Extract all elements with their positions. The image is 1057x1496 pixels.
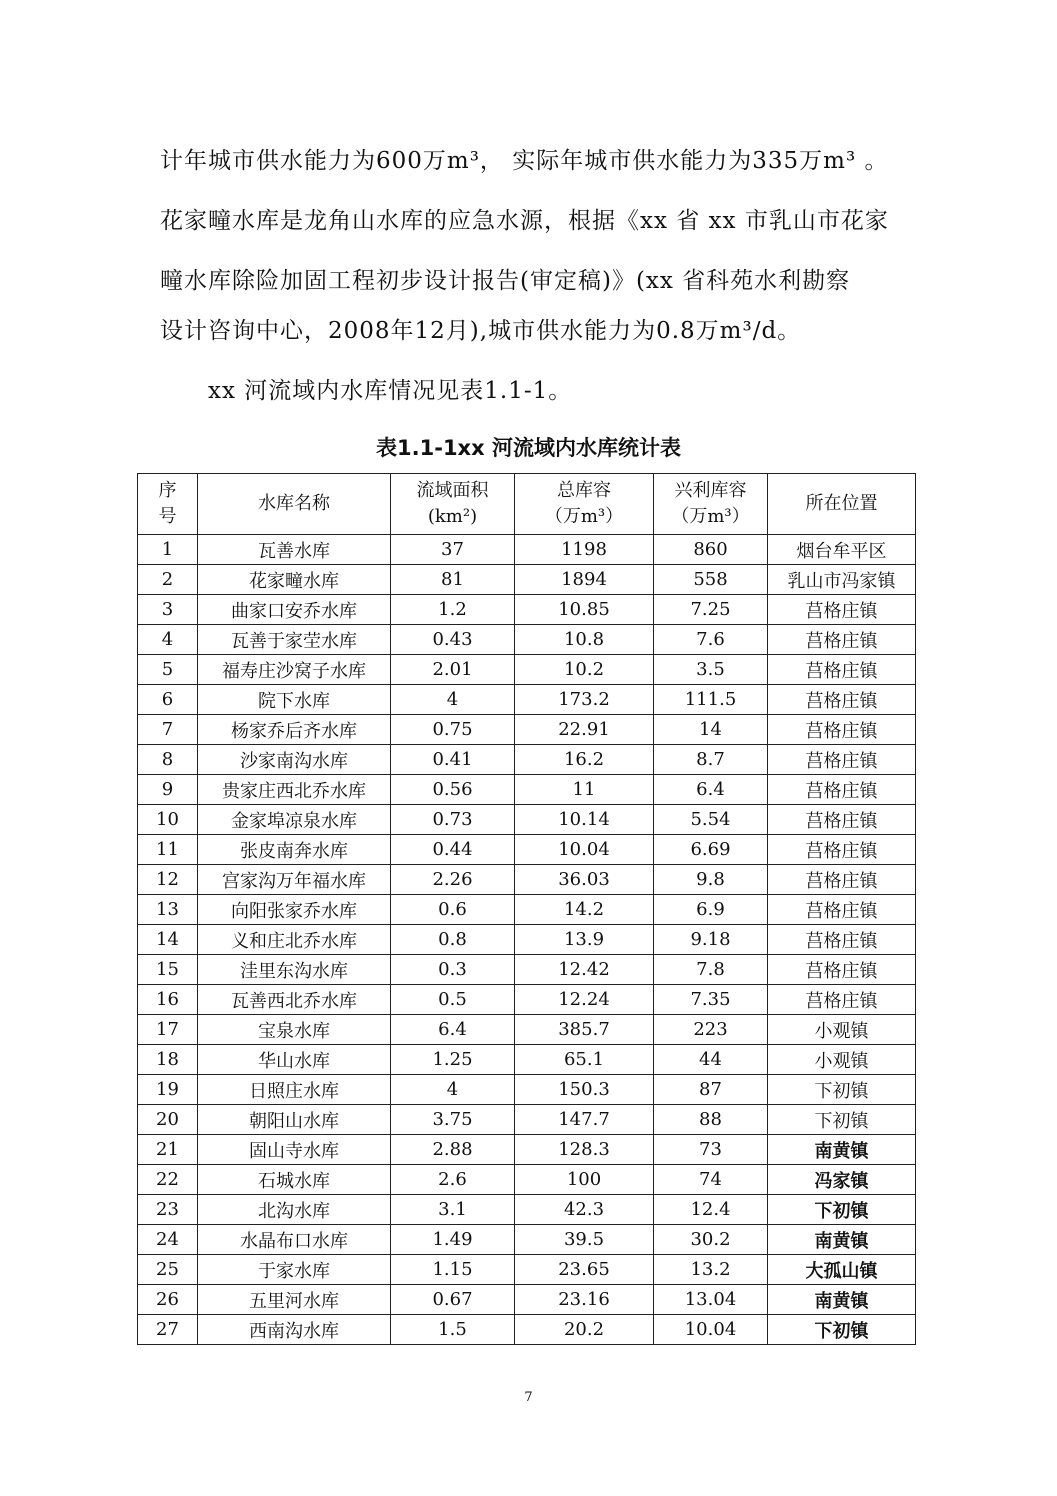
cell-area: 0.3 [391, 955, 515, 985]
cell-total-capacity: 10.2 [515, 655, 654, 685]
cell-area: 0.5 [391, 985, 515, 1015]
cell-area: 4 [391, 1075, 515, 1105]
cell-useful-capacity: 6.69 [654, 835, 768, 865]
cell-area: 0.67 [391, 1285, 515, 1315]
cell-useful-capacity: 9.18 [654, 925, 768, 955]
cell-location: 大孤山镇 [768, 1255, 916, 1285]
cell-total-capacity: 42.3 [515, 1195, 654, 1225]
table-row [138, 1255, 916, 1285]
cell-area: 1.15 [391, 1255, 515, 1285]
cell-number: 12 [138, 865, 198, 895]
paragraph-line-1: 计年城市供水能力为600万m³， 实际年城市供水能力为335万m³ 。 [160, 148, 889, 174]
header-area: 流域面积 (km²) [391, 474, 515, 535]
cell-total-capacity: 11 [515, 775, 654, 805]
cell-location: 下初镇 [768, 1105, 916, 1135]
cell-number: 4 [138, 625, 198, 655]
cell-location: 莒格庄镇 [768, 655, 916, 685]
paragraph-line-2: 花家疃水库是龙角山水库的应急水源，根据《xx 省 xx 市乳山市花家 [160, 208, 889, 234]
cell-name: 西南沟水库 [198, 1315, 391, 1345]
cell-location: 南黄镇 [768, 1135, 916, 1165]
cell-name: 朝阳山水库 [198, 1105, 391, 1135]
paragraph-line-4: 设计咨询中心，2008年12月),城市供水能力为0.8万m³/d。 [160, 318, 802, 344]
cell-number: 11 [138, 835, 198, 865]
cell-name: 杨家乔后齐水库 [198, 715, 391, 745]
paragraph-line-5: xx 河流域内水库情况见表1.1-1。 [208, 378, 573, 404]
cell-area: 0.8 [391, 925, 515, 955]
cell-total-capacity: 147.7 [515, 1105, 654, 1135]
table-row [138, 1225, 916, 1255]
cell-total-capacity: 14.2 [515, 895, 654, 925]
table-row [138, 535, 916, 565]
table-row [138, 1315, 916, 1345]
cell-name: 张皮南奔水库 [198, 835, 391, 865]
cell-useful-capacity: 13.2 [654, 1255, 768, 1285]
cell-name: 日照庄水库 [198, 1075, 391, 1105]
table-row [138, 985, 916, 1015]
cell-name: 贵家庄西北乔水库 [198, 775, 391, 805]
cell-location: 莒格庄镇 [768, 745, 916, 775]
cell-location: 乳山市冯家镇 [768, 565, 916, 595]
cell-name: 金家埠凉泉水库 [198, 805, 391, 835]
table-row [138, 655, 916, 685]
cell-number: 2 [138, 565, 198, 595]
cell-useful-capacity: 10.04 [654, 1315, 768, 1345]
cell-name: 宝泉水库 [198, 1015, 391, 1045]
cell-area: 0.73 [391, 805, 515, 835]
cell-useful-capacity: 5.54 [654, 805, 768, 835]
cell-location: 烟台牟平区 [768, 535, 916, 565]
header-location: 所在位置 [768, 474, 916, 535]
cell-name: 曲家口安乔水库 [198, 595, 391, 625]
cell-area: 1.2 [391, 595, 515, 625]
cell-area: 81 [391, 565, 515, 595]
cell-location: 小观镇 [768, 1045, 916, 1075]
cell-total-capacity: 10.04 [515, 835, 654, 865]
cell-useful-capacity: 223 [654, 1015, 768, 1045]
cell-total-capacity: 1198 [515, 535, 654, 565]
cell-area: 1.5 [391, 1315, 515, 1345]
cell-area: 2.6 [391, 1165, 515, 1195]
cell-location: 莒格庄镇 [768, 895, 916, 925]
cell-name: 华山水库 [198, 1045, 391, 1075]
cell-number: 16 [138, 985, 198, 1015]
cell-location: 莒格庄镇 [768, 595, 916, 625]
cell-total-capacity: 39.5 [515, 1225, 654, 1255]
cell-location: 下初镇 [768, 1315, 916, 1345]
table-row [138, 775, 916, 805]
cell-useful-capacity: 111.5 [654, 685, 768, 715]
cell-useful-capacity: 3.5 [654, 655, 768, 685]
cell-area: 0.75 [391, 715, 515, 745]
table-row [138, 715, 916, 745]
table-row [138, 1285, 916, 1315]
cell-total-capacity: 16.2 [515, 745, 654, 775]
cell-number: 5 [138, 655, 198, 685]
table-row [138, 1015, 916, 1045]
cell-number: 6 [138, 685, 198, 715]
cell-location: 下初镇 [768, 1195, 916, 1225]
reservoir-table [137, 473, 916, 1345]
cell-area: 3.75 [391, 1105, 515, 1135]
table-row [138, 1195, 916, 1225]
cell-name: 福寿庄沙窝子水库 [198, 655, 391, 685]
cell-useful-capacity: 30.2 [654, 1225, 768, 1255]
table-row [138, 1135, 916, 1165]
cell-name: 向阳张家乔水库 [198, 895, 391, 925]
cell-useful-capacity: 13.04 [654, 1285, 768, 1315]
table-row [138, 1105, 916, 1135]
cell-location: 冯家镇 [768, 1165, 916, 1195]
table-row [138, 955, 916, 985]
cell-area: 4 [391, 685, 515, 715]
cell-total-capacity: 1894 [515, 565, 654, 595]
cell-total-capacity: 65.1 [515, 1045, 654, 1075]
cell-area: 0.43 [391, 625, 515, 655]
cell-name: 瓦善西北乔水库 [198, 985, 391, 1015]
cell-location: 南黄镇 [768, 1225, 916, 1255]
cell-useful-capacity: 9.8 [654, 865, 768, 895]
cell-number: 17 [138, 1015, 198, 1045]
cell-useful-capacity: 8.7 [654, 745, 768, 775]
cell-useful-capacity: 12.4 [654, 1195, 768, 1225]
cell-useful-capacity: 6.4 [654, 775, 768, 805]
cell-location: 莒格庄镇 [768, 925, 916, 955]
cell-area: 37 [391, 535, 515, 565]
cell-area: 2.01 [391, 655, 515, 685]
cell-total-capacity: 10.85 [515, 595, 654, 625]
cell-name: 于家水库 [198, 1255, 391, 1285]
cell-area: 1.25 [391, 1045, 515, 1075]
cell-number: 15 [138, 955, 198, 985]
cell-useful-capacity: 7.25 [654, 595, 768, 625]
cell-useful-capacity: 44 [654, 1045, 768, 1075]
cell-location: 小观镇 [768, 1015, 916, 1045]
cell-name: 院下水库 [198, 685, 391, 715]
table-row [138, 685, 916, 715]
cell-name: 水晶布口水库 [198, 1225, 391, 1255]
table-row [138, 865, 916, 895]
cell-total-capacity: 20.2 [515, 1315, 654, 1345]
cell-location: 莒格庄镇 [768, 835, 916, 865]
cell-total-capacity: 12.42 [515, 955, 654, 985]
cell-area: 3.1 [391, 1195, 515, 1225]
cell-area: 6.4 [391, 1015, 515, 1045]
table-row [138, 1045, 916, 1075]
cell-useful-capacity: 14 [654, 715, 768, 745]
cell-total-capacity: 12.24 [515, 985, 654, 1015]
cell-number: 14 [138, 925, 198, 955]
table-row [138, 805, 916, 835]
cell-useful-capacity: 88 [654, 1105, 768, 1135]
table-row [138, 835, 916, 865]
cell-number: 24 [138, 1225, 198, 1255]
cell-total-capacity: 10.14 [515, 805, 654, 835]
cell-name: 瓦善水库 [198, 535, 391, 565]
table-title: 表1.1-1xx 河流域内水库统计表 [376, 436, 681, 460]
cell-area: 0.56 [391, 775, 515, 805]
table-header-row [138, 474, 916, 535]
cell-useful-capacity: 7.8 [654, 955, 768, 985]
cell-total-capacity: 23.16 [515, 1285, 654, 1315]
cell-total-capacity: 36.03 [515, 865, 654, 895]
cell-total-capacity: 23.65 [515, 1255, 654, 1285]
table-row [138, 565, 916, 595]
cell-useful-capacity: 7.35 [654, 985, 768, 1015]
cell-location: 莒格庄镇 [768, 865, 916, 895]
cell-number: 21 [138, 1135, 198, 1165]
cell-useful-capacity: 558 [654, 565, 768, 595]
cell-number: 25 [138, 1255, 198, 1285]
header-name: 水库名称 [198, 474, 391, 535]
cell-total-capacity: 13.9 [515, 925, 654, 955]
cell-location: 莒格庄镇 [768, 775, 916, 805]
cell-total-capacity: 150.3 [515, 1075, 654, 1105]
table-row [138, 595, 916, 625]
table-row [138, 1165, 916, 1195]
cell-name: 宫家沟万年福水库 [198, 865, 391, 895]
cell-area: 0.41 [391, 745, 515, 775]
cell-name: 洼里东沟水库 [198, 955, 391, 985]
cell-location: 南黄镇 [768, 1285, 916, 1315]
cell-total-capacity: 10.8 [515, 625, 654, 655]
cell-location: 莒格庄镇 [768, 625, 916, 655]
cell-useful-capacity: 73 [654, 1135, 768, 1165]
cell-number: 27 [138, 1315, 198, 1345]
cell-location: 莒格庄镇 [768, 715, 916, 745]
cell-location: 莒格庄镇 [768, 685, 916, 715]
cell-useful-capacity: 87 [654, 1075, 768, 1105]
cell-total-capacity: 385.7 [515, 1015, 654, 1045]
cell-area: 2.26 [391, 865, 515, 895]
table-row [138, 745, 916, 775]
cell-number: 22 [138, 1165, 198, 1195]
cell-number: 8 [138, 745, 198, 775]
cell-number: 9 [138, 775, 198, 805]
cell-name: 石城水库 [198, 1165, 391, 1195]
cell-name: 固山寺水库 [198, 1135, 391, 1165]
table-row [138, 1075, 916, 1105]
cell-name: 义和庄北乔水库 [198, 925, 391, 955]
cell-number: 1 [138, 535, 198, 565]
cell-number: 26 [138, 1285, 198, 1315]
cell-useful-capacity: 7.6 [654, 625, 768, 655]
cell-name: 北沟水库 [198, 1195, 391, 1225]
cell-area: 0.44 [391, 835, 515, 865]
table-row [138, 925, 916, 955]
cell-number: 3 [138, 595, 198, 625]
cell-location: 下初镇 [768, 1075, 916, 1105]
cell-number: 13 [138, 895, 198, 925]
page-number: 7 [524, 1390, 533, 1405]
cell-total-capacity: 22.91 [515, 715, 654, 745]
cell-area: 1.49 [391, 1225, 515, 1255]
cell-total-capacity: 100 [515, 1165, 654, 1195]
cell-useful-capacity: 860 [654, 535, 768, 565]
cell-area: 2.88 [391, 1135, 515, 1165]
header-total-capacity: 总库容 （万m³） [515, 474, 654, 535]
cell-name: 花家疃水库 [198, 565, 391, 595]
table-row [138, 895, 916, 925]
cell-useful-capacity: 74 [654, 1165, 768, 1195]
cell-number: 10 [138, 805, 198, 835]
cell-name: 沙家南沟水库 [198, 745, 391, 775]
cell-location: 莒格庄镇 [768, 985, 916, 1015]
cell-number: 20 [138, 1105, 198, 1135]
cell-location: 莒格庄镇 [768, 805, 916, 835]
cell-number: 19 [138, 1075, 198, 1105]
header-useful-capacity: 兴利库容 （万m³） [654, 474, 768, 535]
cell-name: 瓦善于家茔水库 [198, 625, 391, 655]
cell-number: 18 [138, 1045, 198, 1075]
cell-area: 0.6 [391, 895, 515, 925]
cell-number: 7 [138, 715, 198, 745]
table-row [138, 625, 916, 655]
header-seq: 序 号 [138, 474, 198, 535]
cell-number: 23 [138, 1195, 198, 1225]
cell-name: 五里河水库 [198, 1285, 391, 1315]
cell-useful-capacity: 6.9 [654, 895, 768, 925]
cell-location: 莒格庄镇 [768, 955, 916, 985]
paragraph-line-3: 疃水库除险加固工程初步设计报告(审定稿)》(xx 省科苑水利勘察 [160, 268, 851, 294]
cell-total-capacity: 128.3 [515, 1135, 654, 1165]
cell-total-capacity: 173.2 [515, 685, 654, 715]
